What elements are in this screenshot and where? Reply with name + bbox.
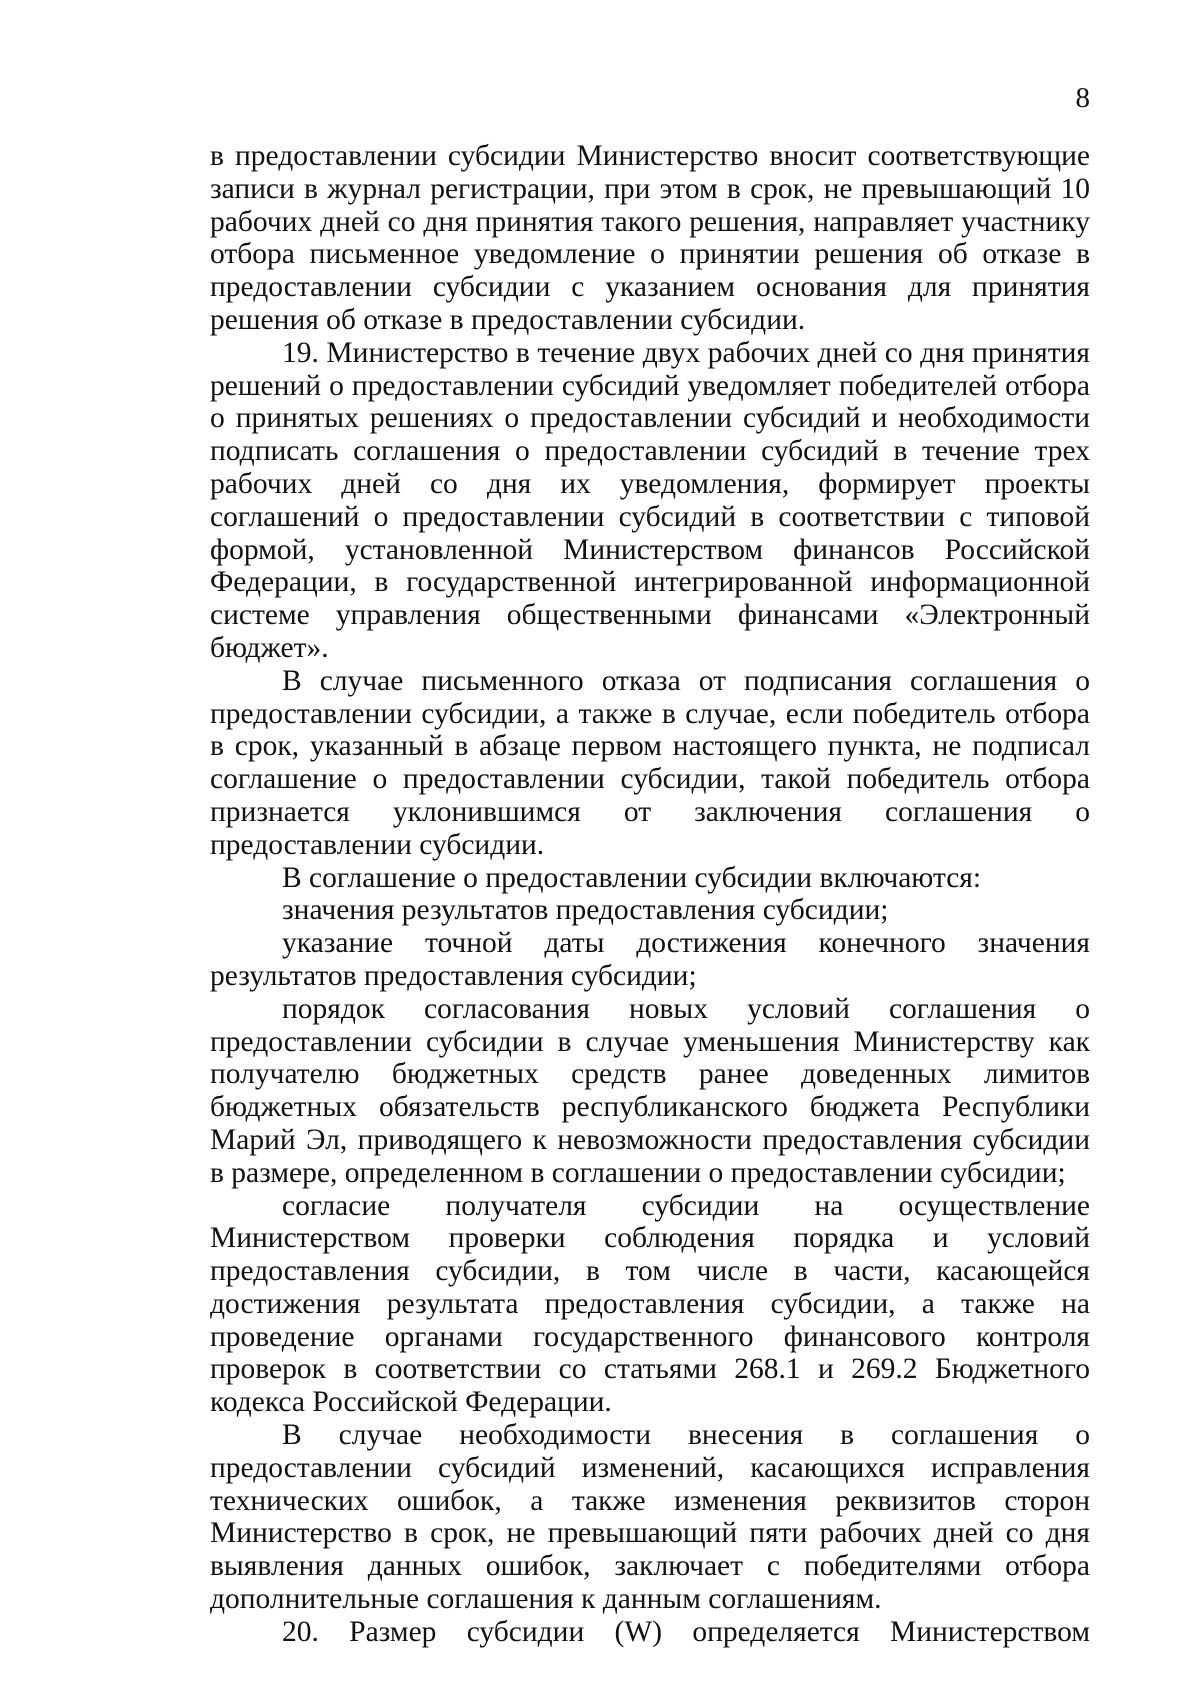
paragraph-item-20: 20. Размер субсидии (W) определяется Министерством [282, 1615, 1090, 1648]
page-number: 8 [1075, 82, 1090, 114]
paragraph-amendments: В случае необходимости внесения в соглашения о предоставлении субсидий изменений, касающихся исправления технических ошибок, а также изменения реквизитов сторон Министерство в срок, не превышающий пяти рабочих дней со дня выявления данных ошибок, заключает с победителями отбора дополнительные соглашения к данным соглашениям. [210, 1419, 1090, 1616]
paragraph-recipient-consent: согласие получателя субсидии на осуществление Министерством проверки соблюдения порядка и условий предоставления субсидии, в том числе в части, касающейся достижения результата предоставления субсидии, а также на проведение органами государственного финансового контроля проверок в соответствии со статьями 268.1 и 269.2 Бюджетного кодекса Российской Федерации. [210, 1189, 1090, 1419]
paragraph-agreement-includes: В соглашение о предоставлении субсидии включаются: [282, 861, 982, 894]
document-body [210, 140, 1090, 1649]
paragraph-refusal: В случае письменного отказа от подписания соглашения о предоставлении субсидии, а также в случае, если победитель отбора в срок, указанный в абзаце первом настоящего пункта, не подписал соглашение о предоставлении субсидии, такой победитель отбора признается уклонившимся от заключения соглашения о предоставлении субсидии. [210, 664, 1090, 861]
paragraph-item-19: 19. Министерство в течение двух рабочих дней со дня принятия решений о предоставлении субсидий уведомляет победителей отбора о принятых решениях о предоставлении субсидий и необходимости подписать соглашения о предоставлении субсидий в течение трех рабочих дней со дня их уведомления, формирует проекты соглашений о предоставлении субсидий в соответствии с типовой формой, установленной Министерством финансов Российской Федерации, в государственной интегрированной информационной системе управления общественными финансами «Электронный бюджет». [210, 336, 1090, 664]
paragraph-results-values: значения результатов предоставления субсидии; [282, 894, 889, 927]
paragraph-exact-date: указание точной даты достижения конечного значения результатов предоставления субсидии; [210, 927, 1090, 992]
paragraph-approval-procedure: порядок согласования новых условий соглашения о предоставлении субсидии в случае уменьшения Министерству как получателю бюджетных средств ранее доведенных лимитов бюджетных обязательств республиканского бюджета Республики Марий Эл, приводящего к невозможности предоставления субсидии в размере, определенном в соглашении о предоставлении субсидии; [210, 992, 1090, 1189]
paragraph-continuation: в предоставлении субсидии Министерство вносит соответствующие записи в журнал регистрации, при этом в срок, не превышающий 10 рабочих дней со дня принятия такого решения, направляет участнику отбора письменное уведомление о принятии решения об отказе в предоставлении субсидии с указанием основания для принятия решения об отказе в предоставлении субсидии. [210, 140, 1090, 336]
